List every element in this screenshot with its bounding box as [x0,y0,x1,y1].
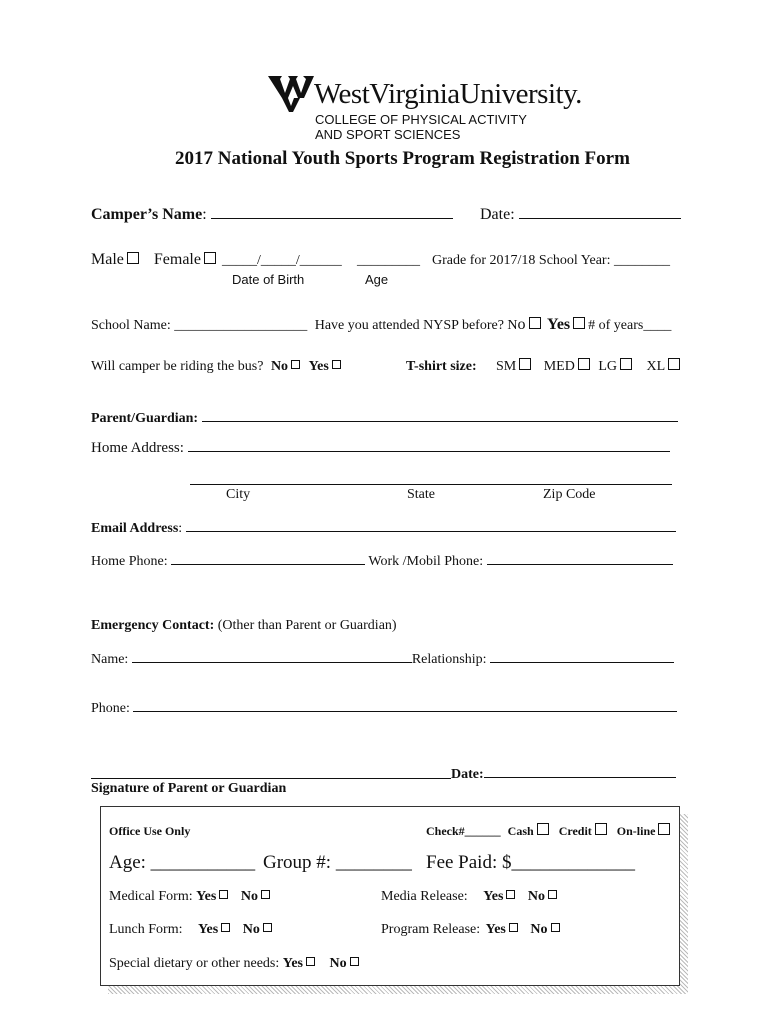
camper-name-field[interactable] [211,206,453,219]
emergency-heading-row [91,618,397,634]
tshirt-sizes [496,358,683,375]
media-no-checkbox[interactable] [548,890,557,899]
media-yes-label: Yes [483,889,504,904]
dob-caption: Date of Birth [232,272,305,287]
signature-date-label: Date: [451,767,484,782]
lunch-yes-checkbox[interactable] [221,923,230,932]
emergency-name-field[interactable] [132,650,412,663]
relationship-field[interactable] [490,650,674,663]
wvu-flying-wv-logo-icon [268,76,314,112]
online-checkbox[interactable] [658,823,670,835]
dietary-row [109,956,362,972]
school-row: School Name: ___________________ Have you attended NYSP before? No Yes # of years____ [91,316,672,333]
signature-field[interactable] [91,766,451,779]
camper-name-label: Camper’s Name [91,206,203,223]
check-field[interactable]: Check#______ [426,824,501,838]
form-title: 2017 National Youth Sports Program Registration Form [175,148,630,169]
lunch-row [109,922,275,938]
guardian-field[interactable] [202,409,678,422]
size-xl-label: XL [646,359,666,374]
size-sm-checkbox[interactable] [519,358,531,370]
size-med-label: MED [543,359,575,374]
program-row [381,922,563,938]
bus-no-label: No [270,359,289,374]
bus-question: Will camper be riding the bus? [91,359,264,374]
bus-yes-checkbox[interactable] [332,360,341,369]
program-label: Program Release: [381,922,481,937]
medical-yes-label: Yes [196,889,217,904]
city-caption: City [226,487,251,502]
office-age-field[interactable]: Age: ___________ [109,852,256,873]
emergency-name-label: Name: [91,652,129,667]
emergency-phone-row [91,699,677,717]
dietary-no-checkbox[interactable] [350,957,359,966]
bus-no-checkbox[interactable] [291,360,300,369]
program-yes-label: Yes [485,922,506,937]
college-name-line1: COLLEGE OF PHYSICAL ACTIVITY [315,112,527,127]
attended-no-checkbox[interactable] [529,317,541,329]
email-row: Email Address: [91,519,676,537]
email-field[interactable] [186,519,676,532]
program-no-label: No [530,922,548,937]
guardian-label: Parent/Guardian: [91,411,199,426]
address-line-2[interactable] [190,472,672,485]
home-phone-field[interactable] [171,552,365,565]
credit-checkbox[interactable] [595,823,607,835]
date-row [480,206,681,224]
emergency-note: (Other than Parent or Guardian) [217,618,397,633]
signature-caption: Signature of Parent or Guardian [91,781,287,796]
tshirt-label: T-shirt size: [406,359,477,374]
guardian-row [91,409,678,427]
size-sm-label: SM [496,359,517,374]
signature-date-row [451,765,676,783]
years-field[interactable]: # of years____ [588,318,672,333]
size-lg-checkbox[interactable] [620,358,632,370]
emergency-phone-label: Phone: [91,701,130,716]
media-row [381,889,560,905]
medical-no-checkbox[interactable] [261,890,270,899]
medical-yes-checkbox[interactable] [219,890,228,899]
university-name: WestVirginiaUniversity. [314,78,582,110]
home-phone-label: Home Phone: [91,554,168,569]
media-label: Media Release: [381,889,468,904]
female-checkbox[interactable] [204,252,216,264]
grade-field[interactable]: Grade for 2017/18 School Year: ________ [432,253,670,268]
work-phone-label: Work /Mobil Phone: [368,554,484,569]
cash-checkbox[interactable] [537,823,549,835]
dietary-label: Special dietary or other needs: [109,956,280,971]
home-address-field[interactable] [188,439,670,452]
college-name-line2: AND SPORT SCIENCES [315,127,461,142]
office-heading: Office Use Only [109,824,191,838]
size-lg-label: LG [598,359,618,374]
phone-row [91,552,673,570]
dietary-no-label: No [329,956,347,971]
media-yes-checkbox[interactable] [506,890,515,899]
office-fee-field[interactable]: Fee Paid: $_____________ [426,852,635,873]
credit-label: Credit [558,824,592,838]
home-address-label: Home Address: [91,440,184,456]
age-caption: Age [365,272,389,287]
signature-date-field[interactable] [484,765,676,778]
work-phone-field[interactable] [487,552,673,565]
dietary-yes-checkbox[interactable] [306,957,315,966]
date-label: Date: [480,206,515,223]
date-field[interactable] [519,206,681,219]
emergency-phone-field[interactable] [133,699,677,712]
lunch-yes-label: Yes [198,922,219,937]
home-address-row [91,439,670,457]
state-caption: State [407,487,435,502]
relationship-label: Relationship: [411,652,487,667]
gender-row [91,251,219,269]
medical-row [109,889,273,905]
payment-row [426,823,673,839]
zip-caption: Zip Code [543,487,596,502]
size-xl-checkbox[interactable] [668,358,680,370]
lunch-no-label: No [242,922,260,937]
lunch-label: Lunch Form: [109,922,183,937]
medical-no-label: No [240,889,258,904]
male-label: Male [91,251,124,268]
dietary-yes-label: Yes [282,956,304,971]
program-yes-checkbox[interactable] [509,923,518,932]
online-label: On-line [616,824,656,838]
bus-row [91,359,344,375]
media-no-label: No [527,889,546,904]
attended-yes-label: Yes [547,316,571,333]
office-group-field[interactable]: Group #: ________ [263,852,412,873]
program-no-checkbox[interactable] [551,923,560,932]
age-field[interactable]: _________ [357,253,420,268]
bus-yes-label: Yes [308,359,329,374]
cash-label: Cash [507,824,534,838]
lunch-no-checkbox[interactable] [263,923,272,932]
dob-field[interactable]: _____/_____/______ [222,253,342,268]
camper-name-row: Camper’s Name: [91,206,453,224]
female-label: Female [153,251,201,268]
emergency-name-row [91,650,674,668]
school-name-field[interactable]: School Name: ___________________ [91,318,308,333]
size-med-checkbox[interactable] [578,358,590,370]
medical-label: Medical Form: [109,889,193,904]
email-label: Email Address [91,521,179,536]
male-checkbox[interactable] [127,252,139,264]
attended-yes-checkbox[interactable] [573,317,585,329]
emergency-heading: Emergency Contact: [91,618,215,633]
attended-question: Have you attended NYSP before? N [314,318,518,333]
